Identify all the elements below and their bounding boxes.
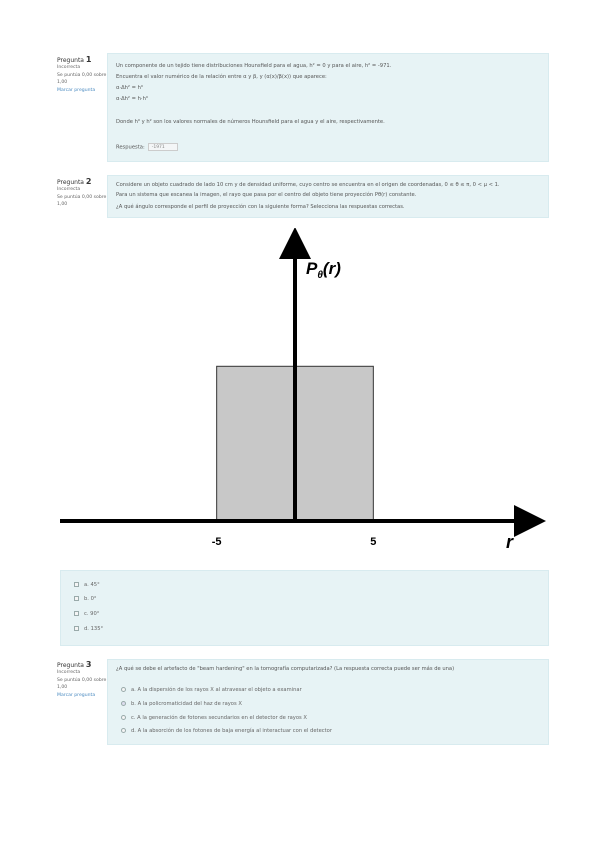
q1-status: Incorrecta [57,64,81,70]
q2-box [107,175,549,218]
q1-answer-input[interactable]: -1971 [148,143,178,151]
q2-line-2: Para un sistema que escanea la imagen, el rayo que pasa por el centro del objeto tiene proyección Pθ(r) constante. [116,192,417,198]
q2-line-3: ¿A qué ángulo corresponde el perfil de proyección con la siguiente forma? Selecciona las respuestas correctas. [116,204,405,210]
radio-icon[interactable] [121,701,126,706]
q2-option-b[interactable]: b. 0° [74,596,97,602]
q3-score: Se puntúa 0,00 sobre 1,00 [57,678,107,690]
q2-option-d[interactable]: d. 135° [74,626,103,632]
projection-chart [0,228,600,548]
q1-line-2: Encuentra el valor numérico de la relación entre α y β, y (α(x)/β(x)) que aparece: [116,74,327,80]
x-tick-label: 5 [370,536,377,548]
q3-option-b[interactable]: b. A la policromaticidad del haz de rayos X [121,701,242,707]
q3-status: Incorrecta [57,669,81,675]
q3-info [57,662,109,700]
q2-option-c[interactable]: c. 90° [74,611,99,617]
x-tick-label: -5 [211,536,222,548]
q3-flag-link[interactable]: Marcar pregunta [57,693,96,698]
q1-info [57,57,109,95]
q3-number: Pregunta 3 [57,660,92,669]
q1-line-3: α·Δh² = h⁰ [116,85,143,91]
q1-line-1: Un componente de un tejido tiene distribuciones Hounsfield para el agua, h² = 0 y para el aire, h² = -971. [116,63,392,69]
checkbox-icon[interactable] [74,626,79,631]
checkbox-icon[interactable] [74,611,79,616]
radio-icon[interactable] [121,687,126,692]
q3-prompt: ¿A qué se debe el artefacto de "beam hardening" en la tomografía computarizada? (La respuesta correcta puede ser más de una) [116,666,455,672]
chart-ylabel: $P_\theta(r)$ [306,259,341,281]
q2-score: Se puntúa 0,00 sobre 1,00 [57,195,107,207]
q2-option-a[interactable]: a. 45° [74,582,100,588]
q3-option-c[interactable]: c. A la generación de fotones secundarios en el detector de rayos X [121,715,307,721]
q1-score: Se puntúa 0,00 sobre 1,00 [57,73,107,85]
q1-line-4: α·Δh² = h·h⁰ [116,96,148,102]
q3-option-a[interactable]: a. A la dispersión de los rayos X al atravesar el objeto a examinar [121,687,302,693]
q2-info [57,179,109,208]
q2-number: Pregunta 2 [57,177,92,186]
chart-xlabel: r [506,532,514,548]
q1-answer-row [116,143,178,151]
q3-option-d[interactable]: d. A la absorción de los fotones de baja energía al interactuar con el detector [121,728,332,734]
checkbox-icon[interactable] [74,582,79,587]
q2-options-box [60,570,549,646]
radio-icon[interactable] [121,715,126,720]
q3-box [107,659,549,745]
checkbox-icon[interactable] [74,596,79,601]
q1-line-5: Donde h⁰ y h² son los valores normales de números Hounsfield para el agua y el aire, respectivamente. [116,119,385,125]
q1-answer-label: Respuesta: [116,144,145,151]
q2-status: Incorrecta [57,186,81,192]
q1-box [107,53,549,162]
q1-flag-link[interactable]: Marcar pregunta [57,88,96,93]
q2-line-1: Considere un objeto cuadrado de lado 10 cm y de densidad uniforme, cuyo centro se encuentra en el origen de coordenadas, 0 ≤ θ ≤ π, 0 < μ < 1. [116,182,500,188]
radio-icon[interactable] [121,728,126,733]
q1-number: Pregunta 1 [57,55,92,64]
